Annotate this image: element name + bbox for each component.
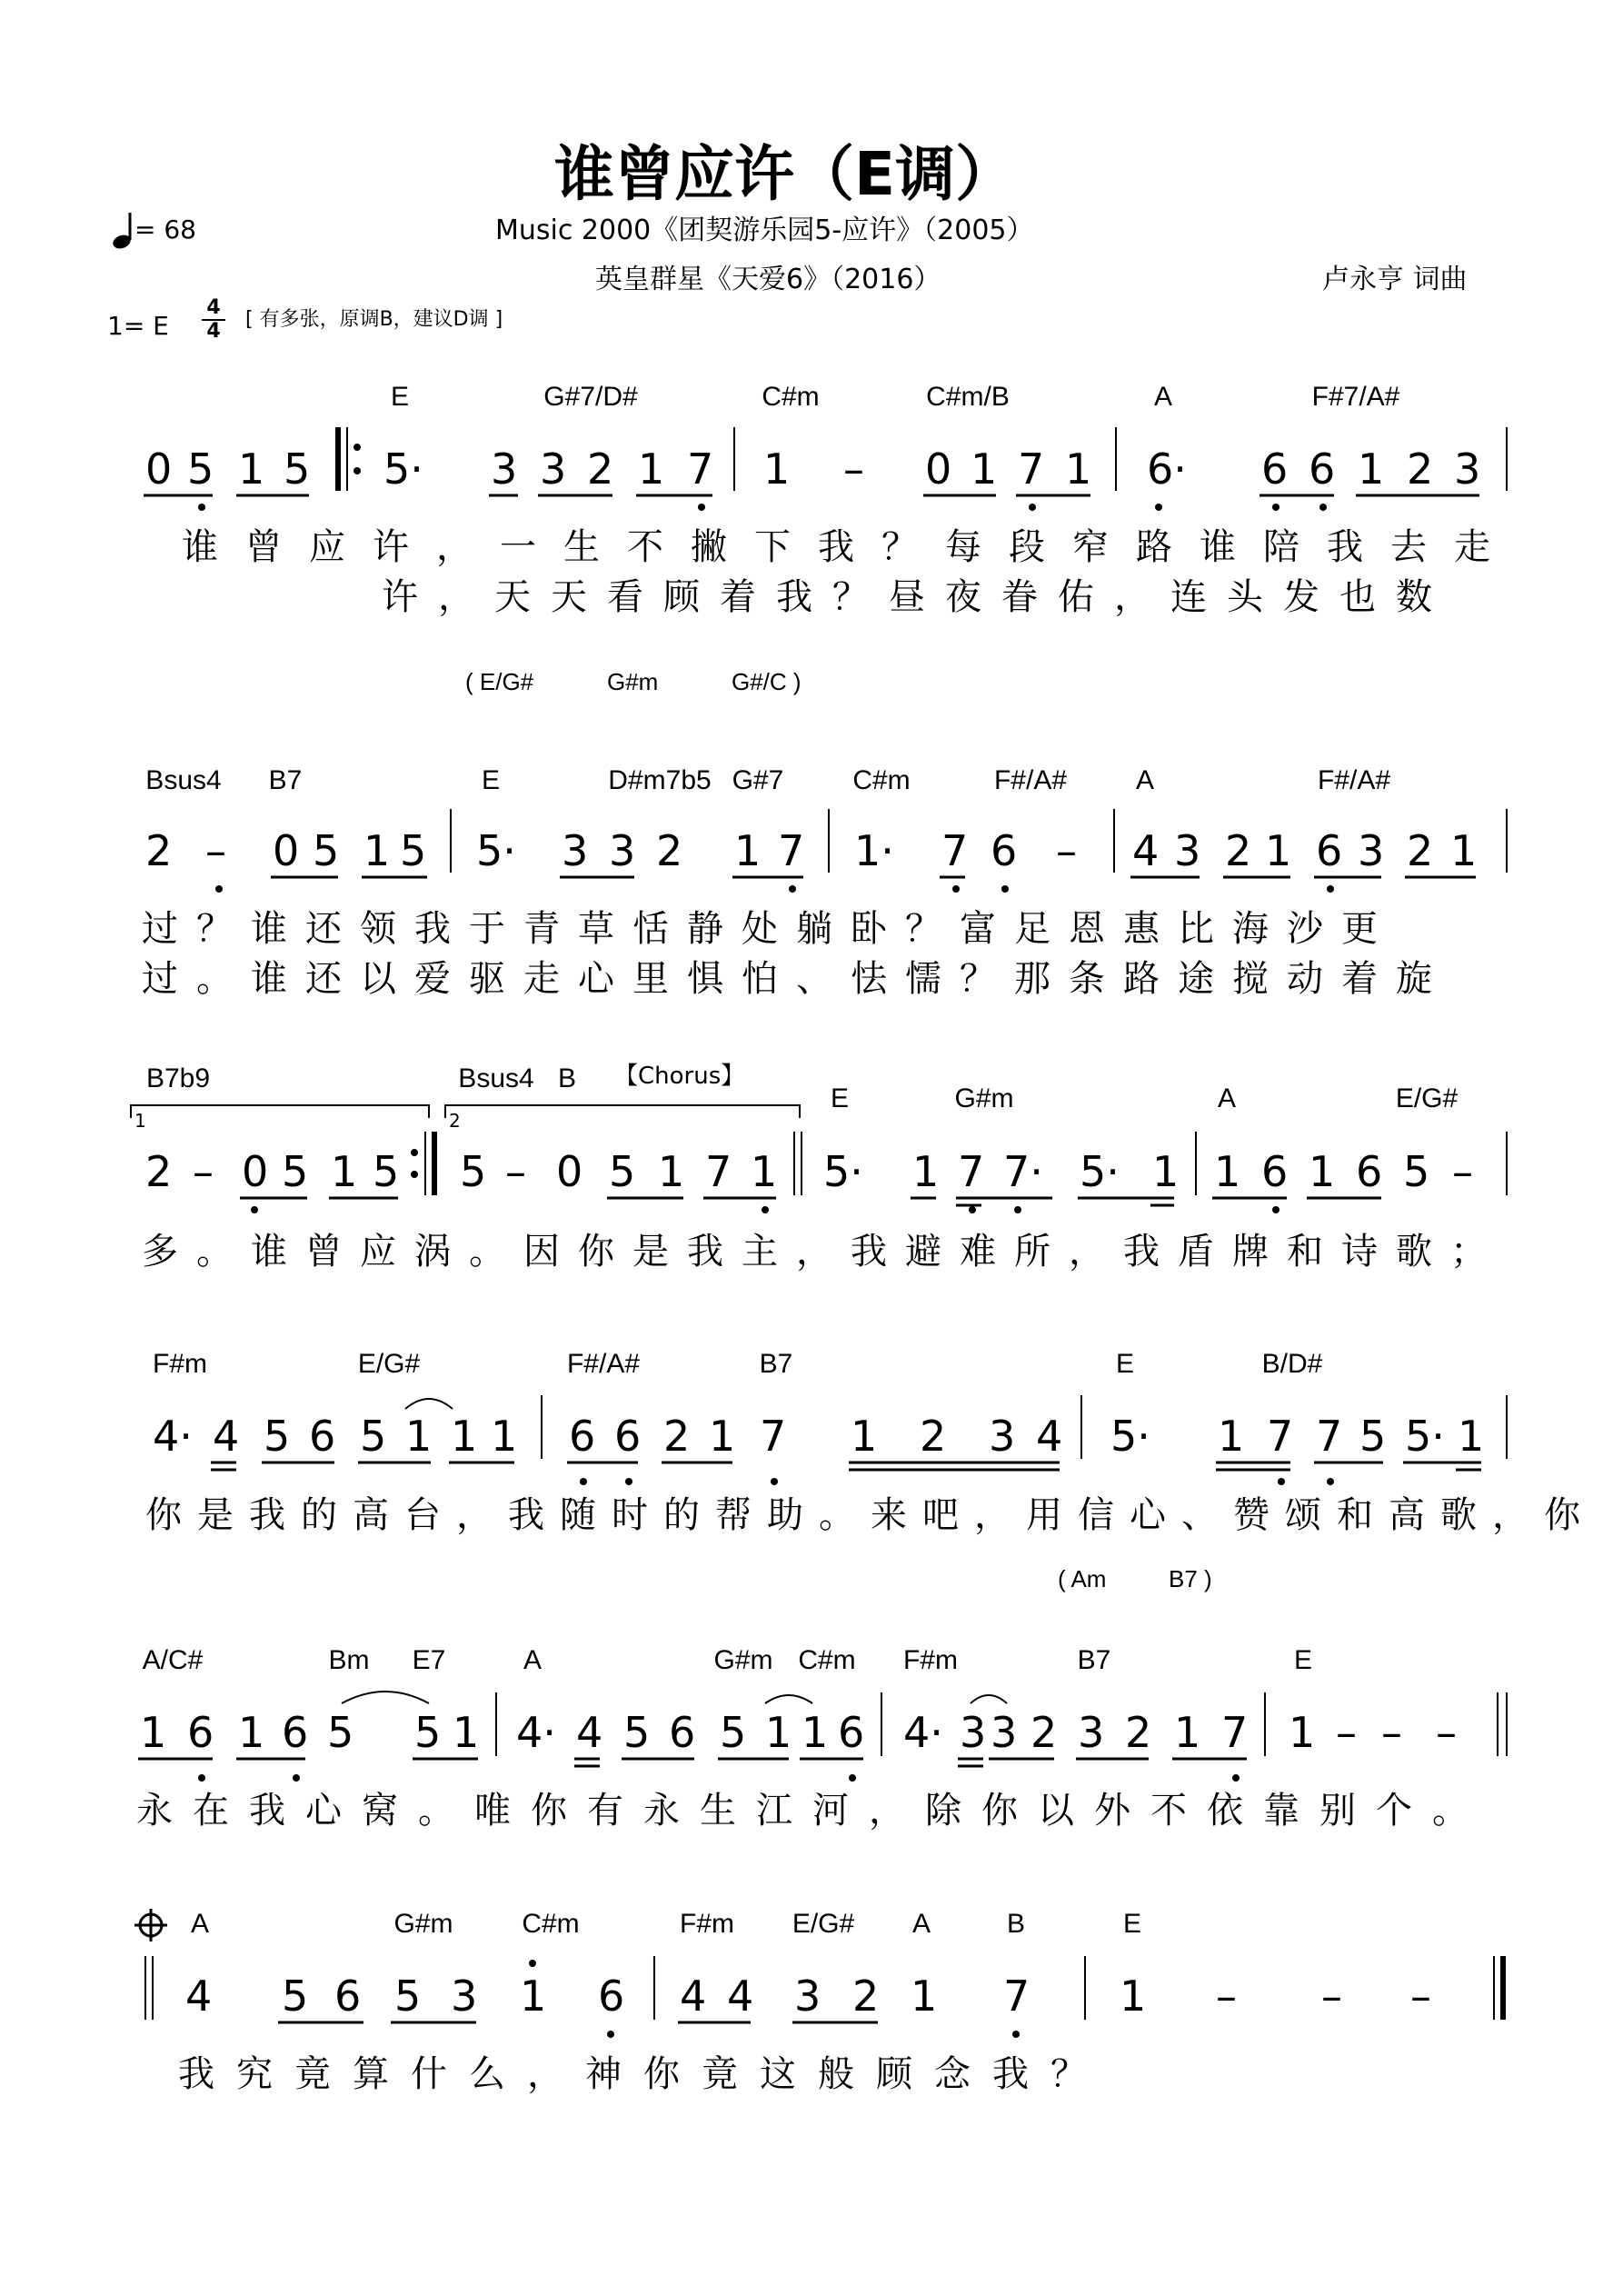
chord: Bm	[328, 1645, 370, 1675]
note: 6	[309, 1412, 336, 1461]
chord: F#m	[680, 1909, 734, 1939]
note: 7	[705, 1147, 732, 1196]
note: 1	[140, 1708, 167, 1757]
chord: E	[1122, 1909, 1142, 1939]
source-line-2: 英皇群星《天爱6》（2016）	[595, 264, 941, 295]
note: 1	[1214, 1147, 1241, 1196]
note: 5	[282, 1147, 309, 1196]
chord: F#m	[153, 1349, 207, 1379]
note: 4	[213, 1412, 240, 1461]
note: 1	[765, 1708, 792, 1757]
composer-credit: 卢永亨 词曲	[1322, 264, 1468, 295]
lyrics: 我究竟算什么，神你竟这般顾念我？	[178, 2053, 1109, 2095]
note: 1	[1218, 1412, 1245, 1461]
note: –	[1410, 1972, 1431, 2021]
chord: C#m/B	[926, 382, 1010, 412]
note: 3	[1358, 826, 1385, 875]
lyrics-verse-2: 过。谁还以爱驱走心里惧怕、怯懦？那条路途搅动着旋	[142, 958, 1450, 1000]
chord: G#7	[732, 765, 784, 795]
note: 6	[1316, 826, 1343, 875]
note: 7	[958, 1147, 985, 1196]
note: 2	[1225, 826, 1252, 875]
key-note: [ 有多张，原调B，建议D调 ]	[245, 308, 503, 331]
note: –	[843, 444, 864, 494]
note: 5·	[823, 1147, 863, 1196]
chord: G#7/D#	[543, 382, 638, 412]
chord: G#m	[713, 1645, 773, 1675]
note: 6	[334, 1972, 362, 2021]
chord: C#m	[852, 765, 911, 795]
source-line-1: Music 2000《团契游乐园5-应许》（2005）	[495, 215, 1034, 246]
note: 3	[451, 1972, 478, 2021]
note: 1	[1120, 1972, 1147, 2021]
note: 5	[264, 1412, 291, 1461]
note: 1	[451, 1412, 478, 1461]
note: 2	[145, 826, 173, 875]
alt-chord: G#m	[607, 668, 659, 695]
note: 6	[614, 1412, 642, 1461]
note: 6	[669, 1708, 696, 1757]
chord: E	[830, 1083, 850, 1113]
note: 2	[587, 444, 614, 494]
note: 6	[1356, 1147, 1383, 1196]
note: 7	[1267, 1412, 1294, 1461]
note: 5	[284, 444, 311, 494]
note: 3	[991, 1708, 1018, 1757]
note: 5·	[1405, 1412, 1445, 1461]
note: 6·	[1147, 444, 1187, 494]
note: 6	[569, 1412, 596, 1461]
note: 6	[598, 1972, 625, 2021]
note: 4·	[153, 1412, 193, 1461]
volta-2: 2	[449, 1110, 461, 1132]
note: 7	[687, 444, 714, 494]
note: 1	[363, 826, 391, 875]
note: 3	[1078, 1708, 1105, 1757]
chord: E7	[412, 1645, 446, 1675]
note: 4·	[516, 1708, 556, 1757]
note: 0	[242, 1147, 269, 1196]
note: 1	[802, 1708, 829, 1757]
chord: E/G#	[1395, 1083, 1459, 1113]
note: 1	[971, 444, 998, 494]
volta-1: 1	[134, 1110, 146, 1132]
note: –	[1436, 1708, 1457, 1757]
chord: A	[1217, 1083, 1237, 1113]
note: 1	[1358, 444, 1385, 494]
note: 5	[400, 826, 427, 875]
chord: Bsus4	[458, 1063, 534, 1093]
note: 6	[1261, 1147, 1289, 1196]
note: 7·	[1003, 1147, 1043, 1196]
lyrics-verse-2: 许，天天看顾着我？昼夜眷佑，连头发也数	[382, 576, 1452, 618]
note: 2	[1407, 826, 1434, 875]
note: 2	[920, 1412, 947, 1461]
note: 6	[282, 1708, 309, 1757]
note: 1	[1174, 1708, 1201, 1757]
note: 1	[453, 1708, 480, 1757]
note: –	[1321, 1972, 1342, 2021]
note: 4	[680, 1972, 707, 2021]
notes	[185, 1972, 1431, 2021]
note: 1	[1152, 1147, 1180, 1196]
note: 1	[709, 1412, 736, 1461]
song-title: 谁曾应许（E调）	[554, 139, 1016, 209]
note: 1	[238, 1708, 265, 1757]
note: 1	[491, 1412, 518, 1461]
alt-chord: ( E/G#	[465, 668, 534, 695]
chord: E/G#	[792, 1909, 855, 1939]
note: 1	[405, 1412, 433, 1461]
note: 1	[1458, 1412, 1485, 1461]
note: 7	[760, 1412, 787, 1461]
key-signature: 1= E	[107, 311, 169, 341]
note: 2	[145, 1147, 173, 1196]
note: 4	[185, 1972, 213, 2021]
note: 1	[1450, 826, 1478, 875]
chord: F#m	[903, 1645, 958, 1675]
note: 0	[145, 444, 173, 494]
note: 3	[491, 444, 518, 494]
note: 1	[638, 444, 665, 494]
tempo-value: = 68	[134, 215, 196, 245]
note: 1	[911, 1972, 938, 2021]
note: 5	[609, 1147, 636, 1196]
note: 5	[313, 826, 340, 875]
chord: G#m	[954, 1083, 1014, 1113]
note: 7	[778, 826, 805, 875]
note: 5	[1403, 1147, 1430, 1196]
chord: F#7/A#	[1311, 382, 1400, 412]
alt-chord: ( Am	[1058, 1565, 1107, 1592]
chord: A	[190, 1909, 210, 1939]
chord: F#/A#	[993, 765, 1068, 795]
lyrics: 永在我心窝。唯你有永生江河，除你以外不依靠别个。	[136, 1790, 1489, 1832]
note: 4	[727, 1972, 754, 2021]
note: 4·	[903, 1708, 943, 1757]
note: 5	[623, 1708, 651, 1757]
alt-chord: G#/C )	[732, 668, 802, 695]
chord: G#m	[393, 1909, 453, 1939]
chord: E/G#	[357, 1349, 421, 1379]
note: 5	[460, 1147, 487, 1196]
time-bottom: 4	[206, 320, 221, 343]
chord: C#m	[522, 1909, 580, 1939]
note: 1	[331, 1147, 358, 1196]
note: 1	[658, 1147, 685, 1196]
note: 7	[941, 826, 969, 875]
note: 1	[851, 1412, 878, 1461]
lyrics-verse-1: 过？谁还领我于青草恬静处躺卧？富足恩惠比海沙更	[142, 908, 1396, 950]
chord: Bsus4	[145, 765, 222, 795]
note: –	[1216, 1972, 1237, 2021]
note: 1	[1065, 444, 1092, 494]
note: 3	[794, 1972, 821, 2021]
note: –	[1381, 1708, 1402, 1757]
note: 4	[1036, 1412, 1063, 1461]
note: 7	[1221, 1708, 1249, 1757]
note: 2	[1031, 1708, 1058, 1757]
note: 6	[1309, 444, 1336, 494]
lyrics-verse-1: 谁曾应许，一生不撇下我？每段窄路谁陪我去走	[182, 526, 1518, 568]
chord: A	[1153, 382, 1173, 412]
note: 6	[991, 826, 1018, 875]
note: 1	[238, 444, 265, 494]
note: 3	[1454, 444, 1481, 494]
note: 3	[960, 1708, 987, 1757]
note: 5·	[383, 444, 423, 494]
chorus-label: 【Chorus】	[614, 1063, 745, 1090]
note: 1	[912, 1147, 940, 1196]
note: 3	[989, 1412, 1016, 1461]
chord: B	[557, 1063, 577, 1093]
note: 5	[1359, 1412, 1387, 1461]
note: 0	[556, 1147, 583, 1196]
note: 2	[1407, 444, 1434, 494]
chord: A	[911, 1909, 931, 1939]
chord: C#m	[798, 1645, 856, 1675]
note: 5·	[476, 826, 516, 875]
time-top: 4	[206, 296, 221, 319]
note: 7	[1316, 1412, 1343, 1461]
note: 3	[609, 826, 636, 875]
note: 4	[1132, 826, 1160, 875]
note: 6	[838, 1708, 865, 1757]
chord: E	[1115, 1349, 1135, 1379]
note: –	[1452, 1147, 1473, 1196]
note: 2	[852, 1972, 880, 2021]
chord: A	[523, 1645, 543, 1675]
note: –	[1056, 826, 1077, 875]
chord: F#/A#	[1317, 765, 1391, 795]
note: 7	[1003, 1972, 1031, 2021]
note: 4	[576, 1708, 603, 1757]
chord: B7	[1077, 1645, 1111, 1675]
chord: A	[1135, 765, 1155, 795]
note: 0	[925, 444, 952, 494]
note: 5	[187, 444, 214, 494]
note: 5	[373, 1147, 400, 1196]
note: 1	[751, 1147, 778, 1196]
note: 5	[360, 1412, 387, 1461]
chord: D#m7b5	[608, 765, 712, 795]
note: 3	[1174, 826, 1201, 875]
chord: B7	[759, 1349, 793, 1379]
note: –	[193, 1147, 214, 1196]
note: 1	[763, 444, 791, 494]
chord: B	[1006, 1909, 1026, 1939]
note: 1	[734, 826, 762, 875]
lyrics: 你是我的高台，我随时的帮助。来吧，用信心、赞颂和高歌，你	[145, 1494, 1596, 1536]
note: 5	[327, 1708, 354, 1757]
note: 1	[520, 1972, 547, 2021]
lyrics: 多。谁曾应涡。因你是我主，我避难所，我盾牌和诗歌；	[142, 1231, 1505, 1273]
note: 5	[394, 1972, 422, 2021]
chord: E	[481, 765, 501, 795]
chord: B7b9	[145, 1063, 211, 1093]
note: 6	[1261, 444, 1289, 494]
chord: B/D#	[1261, 1349, 1323, 1379]
note: –	[505, 1147, 526, 1196]
note: 2	[656, 826, 683, 875]
note: 1·	[854, 826, 894, 875]
chord: E	[390, 382, 410, 412]
note: 1	[1309, 1147, 1336, 1196]
note: 5·	[1110, 1412, 1150, 1461]
note: 2	[663, 1412, 691, 1461]
note: 6	[187, 1708, 214, 1757]
note: 2	[1125, 1708, 1152, 1757]
note: 1	[1265, 826, 1292, 875]
chord: A/C#	[142, 1645, 204, 1675]
chord: F#/A#	[566, 1349, 641, 1379]
chord: B7	[268, 765, 303, 795]
note: 3	[540, 444, 567, 494]
chord: C#m	[762, 382, 820, 412]
note: 3	[562, 826, 589, 875]
note: 5	[414, 1708, 442, 1757]
note: 0	[273, 826, 300, 875]
note: 7	[1018, 444, 1045, 494]
note: 5	[720, 1708, 747, 1757]
note: 5·	[1080, 1147, 1120, 1196]
alt-chord: B7 )	[1169, 1565, 1212, 1592]
note: 1	[1289, 1708, 1316, 1757]
chord: E	[1293, 1645, 1313, 1675]
note: –	[205, 826, 226, 875]
note: –	[1336, 1708, 1357, 1757]
note: 5	[282, 1972, 309, 2021]
